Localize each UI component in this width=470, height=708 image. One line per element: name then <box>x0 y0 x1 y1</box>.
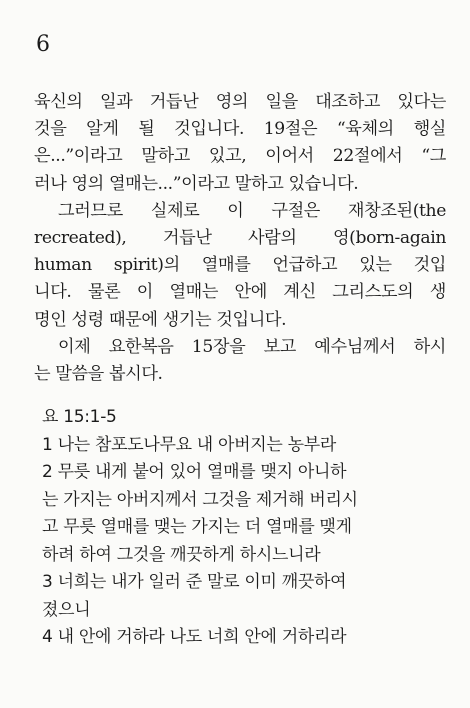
verse-line: 4 내 안에 거하라 나도 너희 안에 거하리라 <box>42 627 347 647</box>
verse-line: 고 무릇 열매를 맺는 가지는 더 열매를 맺게 <box>42 517 352 537</box>
body-text <box>34 89 446 388</box>
page-number: 6 <box>36 32 50 57</box>
verse-line: 졌으니 <box>42 599 91 620</box>
text-line: 니다. 물론 이 열매는 안에 계신 그리스도의 생 <box>34 282 446 303</box>
text-line: 것을 알게 될 것입니다. 19절은 “육체의 행실 <box>34 119 446 140</box>
paragraph-2 <box>34 198 446 334</box>
text-line: 육신의 일과 거듭난 영의 일을 대조하고 있다는 <box>34 92 446 112</box>
text-line: human spirit)의 열매를 언급하고 있는 것입 <box>34 255 446 276</box>
paragraph-1 <box>34 89 446 198</box>
text-line: 는 말씀을 봅시다. <box>34 364 163 385</box>
text-line: 이제 요한복음 15장을 보고 예수님께서 하시 <box>58 336 446 357</box>
verse-line: 2 무릇 내게 붙어 있어 열매를 맺지 아니하 <box>42 462 347 482</box>
text-line: 은...”이라고 말하고 있고, 이어서 22절에서 “그 <box>34 146 446 167</box>
paragraph-3 <box>34 334 446 388</box>
verse-line: 는 가지는 아버지께서 그것을 제거해 버리시 <box>42 489 358 510</box>
verse-line: 하려 하여 그것을 깨끗하게 하시느니라 <box>42 544 321 565</box>
scripture-block <box>34 404 446 652</box>
verse-line: 3 너희는 내가 일러 준 말로 이미 깨끗하여 <box>42 572 347 592</box>
text-line: 명인 성령 때문에 생기는 것입니다. <box>34 309 287 330</box>
text-line: recreated), 거듭난 사람의 영(born-again <box>34 228 446 249</box>
text-line: 러나 영의 열매는...”이라고 말하고 있습니다. <box>34 173 359 194</box>
verse-line: 1 나는 참포도나무요 내 아버지는 농부라 <box>42 434 336 455</box>
text-line: 그러므로 실제로 이 구절은 재창조된(the <box>58 200 446 221</box>
scripture-reference: 요 15:1-5 <box>42 407 117 427</box>
